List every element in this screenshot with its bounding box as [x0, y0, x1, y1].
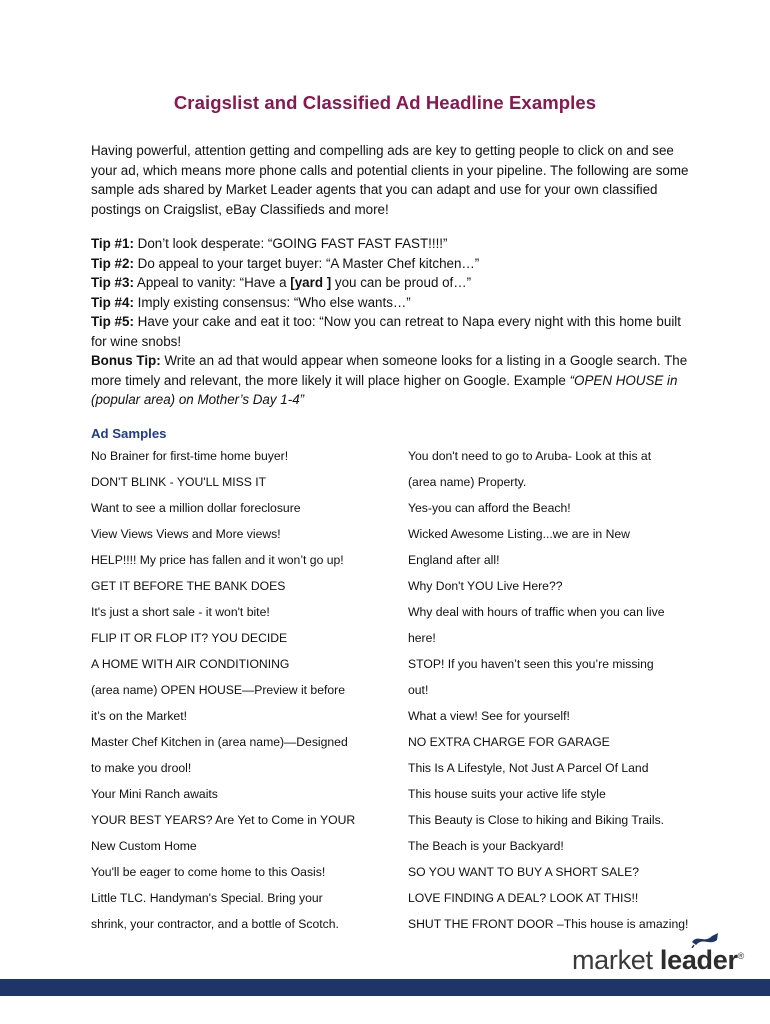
ad-sample-right-line: The Beach is your Backyard! — [408, 839, 564, 853]
ad-sample-left-line: to make you drool! — [91, 761, 192, 775]
ad-sample-left-line: Master Chef Kitchen in (area name)—Designed — [91, 735, 348, 749]
ad-sample-left-line: It's just a short sale - it won't bite! — [91, 605, 270, 619]
ad-sample-right-line: This house suits your active life style — [408, 787, 606, 801]
registered-mark: ® — [737, 951, 744, 961]
ad-sample-right-line: Wicked Awesome Listing...we are in New — [408, 527, 630, 541]
ad-sample-left-line: it’s on the Market! — [91, 709, 187, 723]
ad-sample-left-line: New Custom Home — [91, 839, 197, 853]
ad-samples-heading: Ad Samples — [91, 426, 167, 441]
ad-sample-right-line: You don't need to go to Aruba- Look at this at — [408, 449, 652, 463]
tip-1-text: Don’t look desperate: “GOING FAST FAST FAST!!!!” — [133, 236, 448, 251]
tip-3-bold: [yard ] — [290, 275, 332, 290]
ad-sample-left-line: View Views Views and More views! — [91, 527, 281, 541]
ad-sample-left-line: YOUR BEST YEARS? Are Yet to Come in YOUR — [91, 813, 356, 827]
tip-3 — [91, 273, 691, 293]
tip-3-text-a: Appeal to vanity: “Have a — [133, 275, 291, 290]
ad-sample-left-line: Little TLC. Handyman's Special. Bring your — [91, 891, 323, 905]
ad-sample-right-line: (area name) Property. — [408, 475, 527, 489]
tip-1 — [91, 234, 691, 254]
ad-sample-left-line: (area name) OPEN HOUSE—Preview it before — [91, 683, 345, 697]
ad-sample-left-line: HELP!!!! My price has fallen and it won’t go up! — [91, 553, 344, 567]
ad-sample-left-line: FLIP IT OR FLOP IT? YOU DECIDE — [91, 631, 288, 645]
ad-sample-right-line: Why deal with hours of traffic when you can live — [408, 605, 665, 619]
tip-4-label: Tip #4: — [91, 294, 134, 310]
ad-sample-right-line: This Is A Lifestyle, Not Just A Parcel Of Land — [408, 761, 649, 775]
ad-sample-right-line: STOP! If you haven’t seen this you’re missing — [408, 657, 654, 671]
ad-sample-left-line: DON'T BLINK - YOU'LL MISS IT — [91, 475, 267, 489]
tip-2-label: Tip #2: — [91, 255, 134, 271]
tip-1-label: Tip #1: — [91, 236, 134, 251]
ad-samples-right-column — [408, 443, 708, 937]
tip-5-text: Have your cake and eat it too: “Now you can retreat to Napa every night with this home built for wine snobs! — [91, 314, 681, 349]
ad-sample-right-line: LOVE FINDING A DEAL? LOOK AT THIS!! — [408, 891, 639, 905]
tips-list — [91, 234, 691, 410]
tip-2-text: Do appeal to your target buyer: “A Master Chef kitchen…” — [133, 255, 480, 271]
tip-3-text-b: you can be proud of…” — [331, 275, 472, 290]
ad-sample-right-line: NO EXTRA CHARGE FOR GARAGE — [408, 735, 610, 749]
ad-sample-right-line: SO YOU WANT TO BUY A SHORT SALE? — [408, 865, 639, 879]
document-title: Craigslist and Classified Ad Headline Examples — [173, 92, 597, 113]
intro-paragraph: Having powerful, attention getting and compelling ads are key to getting people to click on and see your ad, which means more phone calls and potential clients in your pipeline. The following are some sample ads shared by Market Leader agents that you can adapt and use for your own classified postings on Craigslist, eBay Classifieds and more! — [91, 143, 689, 217]
ad-sample-left-line: GET IT BEFORE THE BANK DOES — [91, 579, 286, 593]
logo-word-leader: leader — [659, 945, 738, 975]
ad-sample-left-line: Your Mini Ranch awaits — [91, 787, 218, 801]
tip-5 — [91, 312, 691, 351]
ad-sample-right-line: here! — [408, 631, 436, 645]
tip-4 — [91, 293, 691, 313]
tip-3-label: Tip #3: — [91, 275, 134, 290]
ad-sample-left-line: A HOME WITH AIR CONDITIONING — [91, 657, 290, 671]
tip-2 — [91, 254, 691, 274]
tip-5-label: Tip #5: — [91, 314, 134, 329]
bonus-tip-example: “OPEN HOUSE in (popular area) on Mother’s Day 1-4” — [91, 372, 678, 407]
ad-sample-right-line: England after all! — [408, 553, 500, 567]
ad-sample-right-line: What a view! See for yourself! — [408, 709, 570, 723]
bonus-tip-label: Bonus Tip: — [91, 353, 161, 368]
logo-wordmark — [572, 945, 744, 976]
bonus-tip — [91, 351, 691, 410]
ad-sample-left-line: You'll be eager to come home to this Oasis! — [91, 865, 326, 879]
logo-word-market: market — [571, 945, 653, 975]
ad-sample-right-line: This Beauty is Close to hiking and Biking Trails. — [408, 813, 665, 827]
ad-sample-left-line: Want to see a million dollar foreclosure — [91, 501, 301, 515]
ad-sample-right-line: Why Don't YOU Live Here?? — [408, 579, 563, 593]
footer-bar — [0, 979, 770, 996]
ad-sample-left-line: shrink, your contractor, and a bottle of Scotch. — [91, 917, 339, 931]
ad-sample-right-line: Yes-you can afford the Beach! — [408, 501, 571, 515]
ad-sample-right-line: out! — [408, 683, 429, 697]
ad-sample-left-line: No Brainer for first-time home buyer! — [91, 449, 289, 463]
ad-samples-left-column — [91, 443, 391, 937]
bonus-tip-text: Write an ad that would appear when someone looks for a listing in a Google search. The more timely and relevant, the more likely it will place higher on Google. Example — [91, 353, 688, 388]
ad-sample-right-line: SHUT THE FRONT DOOR –This house is amazing! — [408, 917, 689, 931]
tip-4-text: Imply existing consensus: “Who else wants…” — [133, 294, 411, 310]
market-leader-logo — [544, 930, 744, 978]
